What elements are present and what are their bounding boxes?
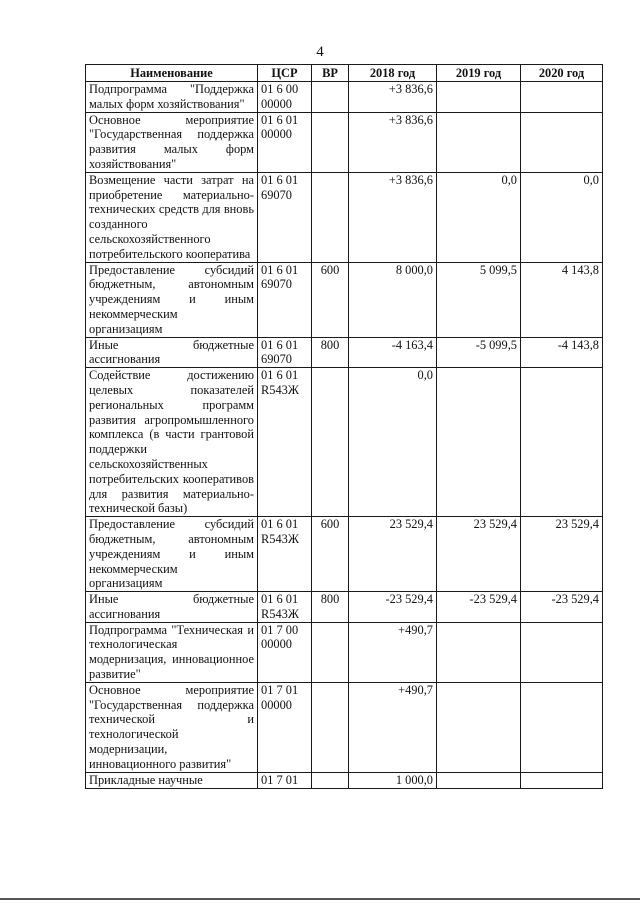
row-name: Иные бюджетные ассигнования <box>86 337 258 368</box>
header-name: Наименование <box>86 65 258 82</box>
row-2018: -23 529,4 <box>349 592 437 623</box>
row-name: Прикладные научные <box>86 772 258 788</box>
table-row <box>86 112 603 172</box>
row-2020 <box>521 368 603 517</box>
header-2019: 2019 год <box>437 65 521 82</box>
table-row <box>86 262 603 337</box>
row-vr <box>312 172 349 262</box>
table-row <box>86 592 603 623</box>
table-row <box>86 337 603 368</box>
row-name: Подпрограмма "Поддержка малых форм хозяйствования" <box>86 82 258 113</box>
row-name: Основное мероприятие "Государственная поддержка технической и технологической модернизации, инновационного развития" <box>86 682 258 772</box>
row-2020 <box>521 772 603 788</box>
row-name: Основное мероприятие "Государственная поддержка развития малых форм хозяйствования" <box>86 112 258 172</box>
row-2019 <box>437 112 521 172</box>
row-name: Содействие достижению целевых показателей региональных программ развития агропромышленного комплекса (в части грантовой поддержки сельскохозяйственных потребительских кооперативов для развития материально-технической базы) <box>86 368 258 517</box>
row-csr: 01 6 01 R543Ж <box>258 368 312 517</box>
row-csr: 01 6 01 00000 <box>258 112 312 172</box>
row-vr <box>312 82 349 113</box>
row-csr: 01 6 01 69070 <box>258 172 312 262</box>
row-csr: 01 7 01 <box>258 772 312 788</box>
row-name: Предоставление субсидий бюджетным, автономным учреждениям и иным некоммерческим организациям <box>86 517 258 592</box>
row-name: Предоставление субсидий бюджетным, автономным учреждениям и иным некоммерческим организациям <box>86 262 258 337</box>
row-2020: 0,0 <box>521 172 603 262</box>
row-vr <box>312 682 349 772</box>
row-name: Возмещение части затрат на приобретение материально-технических средств для вновь созданного сельскохозяйственного потребительского кооператива <box>86 172 258 262</box>
row-csr: 01 6 01 69070 <box>258 262 312 337</box>
table-row <box>86 172 603 262</box>
row-csr: 01 6 01 69070 <box>258 337 312 368</box>
row-2019: 23 529,4 <box>437 517 521 592</box>
table-row <box>86 517 603 592</box>
row-2018: +490,7 <box>349 622 437 682</box>
header-2020: 2020 год <box>521 65 603 82</box>
row-vr: 800 <box>312 592 349 623</box>
row-2018: 0,0 <box>349 368 437 517</box>
header-csr: ЦСР <box>258 65 312 82</box>
row-csr: 01 6 01 R543Ж <box>258 517 312 592</box>
row-2019 <box>437 368 521 517</box>
table-row <box>86 682 603 772</box>
row-2019 <box>437 682 521 772</box>
budget-table <box>85 64 603 789</box>
row-2018: +3 836,6 <box>349 82 437 113</box>
row-2018: 8 000,0 <box>349 262 437 337</box>
row-2018: -4 163,4 <box>349 337 437 368</box>
table-row <box>86 368 603 517</box>
row-2018: +3 836,6 <box>349 112 437 172</box>
table-header-row <box>86 65 603 82</box>
row-vr: 600 <box>312 517 349 592</box>
row-2019 <box>437 772 521 788</box>
row-vr <box>312 112 349 172</box>
page-bottom-margin <box>0 895 640 905</box>
row-vr <box>312 772 349 788</box>
row-2018: +490,7 <box>349 682 437 772</box>
row-2019: 5 099,5 <box>437 262 521 337</box>
row-name: Иные бюджетные ассигнования <box>86 592 258 623</box>
row-vr: 600 <box>312 262 349 337</box>
header-vr: ВР <box>312 65 349 82</box>
table-row <box>86 622 603 682</box>
row-vr: 800 <box>312 337 349 368</box>
row-vr <box>312 622 349 682</box>
row-2018: 1 000,0 <box>349 772 437 788</box>
header-2018: 2018 год <box>349 65 437 82</box>
table-row <box>86 82 603 113</box>
row-2019: 0,0 <box>437 172 521 262</box>
row-2019: -23 529,4 <box>437 592 521 623</box>
table-row <box>86 772 603 788</box>
row-2020: -4 143,8 <box>521 337 603 368</box>
row-2020: 4 143,8 <box>521 262 603 337</box>
row-2020 <box>521 622 603 682</box>
row-2019 <box>437 622 521 682</box>
row-2020: 23 529,4 <box>521 517 603 592</box>
row-csr: 01 6 00 00000 <box>258 82 312 113</box>
row-name: Подпрограмма "Техническая и технологическая модернизация, инновационное развитие" <box>86 622 258 682</box>
row-2019: -5 099,5 <box>437 337 521 368</box>
scan-edge-line <box>0 898 640 900</box>
row-2018: 23 529,4 <box>349 517 437 592</box>
row-2020 <box>521 112 603 172</box>
row-2019 <box>437 82 521 113</box>
row-csr: 01 7 00 00000 <box>258 622 312 682</box>
row-csr: 01 6 01 R543Ж <box>258 592 312 623</box>
row-vr <box>312 368 349 517</box>
row-2020 <box>521 82 603 113</box>
page-number: 4 <box>316 44 324 60</box>
row-2018: +3 836,6 <box>349 172 437 262</box>
row-2020 <box>521 682 603 772</box>
row-csr: 01 7 01 00000 <box>258 682 312 772</box>
row-2020: -23 529,4 <box>521 592 603 623</box>
